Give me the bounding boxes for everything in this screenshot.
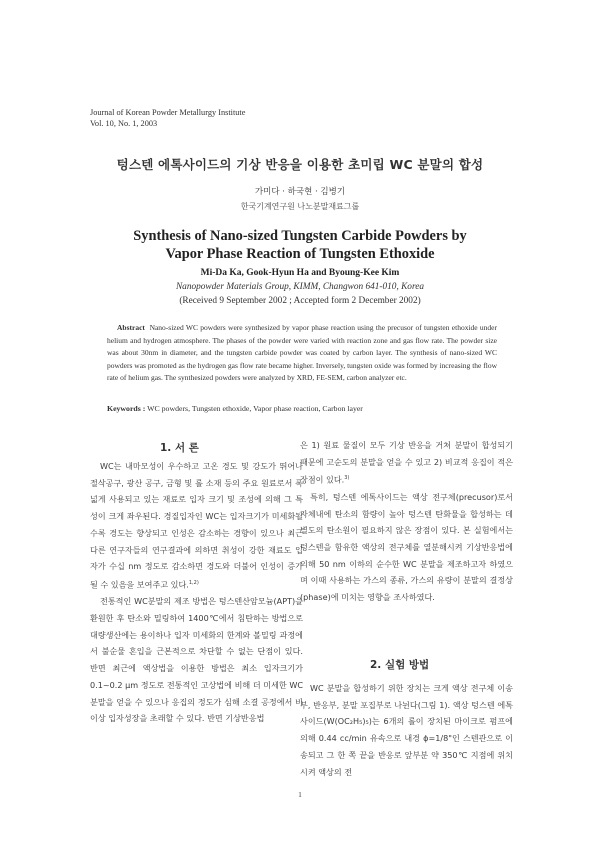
section1-heading: 1. 서 론 xyxy=(160,442,199,454)
abstract-text: Nano-sized WC powders were synthesized by vapor phase reaction using the precusor of tungsten ethoxide under helium and hydrogen atmosphere. The phases of the powder were varied with reaction zone and gas flow rate. The powder size was about 30nm in diameter, and the tungsten carbide powder was coated by carbon layer. The synthesis of nano-sized WC powders was promoted as the hydrogen gas flow rate became higher. Inversely, tungsten oxide was formed by increasing the flow rate of helium gas. The synthesized powders were analyzed by XRD, FE-SEM, carbon analyzer etc. xyxy=(107,323,497,383)
keywords xyxy=(107,404,507,413)
citation: 3) xyxy=(344,475,350,482)
journal-header xyxy=(90,107,245,129)
received-dates: (Received 9 September 2002 ; Accepted form 2 December 2002) xyxy=(179,296,421,306)
abstract-label: Abstract xyxy=(117,323,145,332)
korean-authors: 가미다 · 하국현 · 김병기 xyxy=(254,187,346,197)
english-authors: Mi-Da Ka, Gook-Hyun Ha and Byoung-Kee Kim xyxy=(200,268,400,278)
journal-name: Journal of Korean Powder Metallurgy Institute xyxy=(90,108,246,117)
intro-paragraph-1: WC는 내마모성이 우수하고 고온 경도 및 강도가 뛰어나 절삭공구, 광산 공구, 금형 및 롤 소재 등의 주요 원료로서 폭넓게 사용되고 있는 재료로 입자 크기 및 조성에 의해 그 특성이 크게 좌우된다. 경질입자인 WC는 입자크기가 미세화될수록 경도는 향상되고 인성은 감소하는 경향이 있으나 최근 다른 연구자들의 연구결과에 의하면 취성이 강한 재료도 입자가 수십 nm 정도로 감소하면 경도와 더불어 인성이 증가될 수 있음을 보여주고 있다.$^{1,2)}$ xyxy=(90,461,303,590)
english-affiliation: Nanopowder Materials Group, KIMM, Changwon 641-010, Korea xyxy=(175,282,424,292)
right-column xyxy=(300,437,513,606)
page-number: 1 xyxy=(298,790,302,799)
right-paragraph-2: 특히, 텅스텐 에톡사이드는 액상 전구체(precusor)로서 자체내에 탄소의 함량이 높아 텅스텐 탄화물을 합성하는 데 별도의 탄소원이 필요하지 않은 장점이 있다. 본 실험에서는 텅스텐을 함유한 액상의 전구체를 열분해시켜 기상반응법에 의해 50 nm 이하의 순수한 WC 분말을 제조하고자 하였으며 이때 사용하는 가스의 종류, 가스의 유량이 분말의 결정상(phase)에 미치는 영향을 조사하였다. xyxy=(300,491,513,603)
english-title-line2: Vapor Phase Reaction of Tungsten Ethoxide xyxy=(165,245,435,262)
keywords-label: Keywords : xyxy=(107,404,146,413)
journal-volume: Vol. 10, No. 1, 2003 xyxy=(90,119,158,128)
intro-paragraph-2: 전통적인 WC분말의 제조 방법은 텅스텐산암모늄(APT)을 환원한 후 탄소와 밀링하여 1400℃에서 침탄하는 방법으로 대량생산에는 용이하나 입자 미세화의 한계와 볼밀링 과정에서 불순물 혼입을 근본적으로 차단할 수 없는 단점이 있다. 반면 최근에 액상법을 이용한 방법은 최소 입자크기가 0.1~0.2 μm 정도로 전통적인 고상법에 비해 더 미세한 WC 분말을 얻을 수 있으나 응집의 정도가 심해 소결 공정에서 비이상 입자성장을 초래할 수 있다. 반면 기상반응법 xyxy=(90,596,303,724)
keywords-text: WC powders, Tungsten ethoxide, Vapor phase reaction, Carbon layer xyxy=(145,404,363,413)
korean-title: 텅스텐 에톡사이드의 기상 반응을 이용한 초미립 WC 분말의 합성 xyxy=(116,157,484,172)
citation: 1,2) xyxy=(188,579,199,586)
abstract xyxy=(107,322,497,385)
korean-affiliation: 한국기계연구원 나노분말재료그룹 xyxy=(240,202,360,211)
left-column xyxy=(90,458,303,727)
methods-paragraph-1: WC 분말을 합성하기 위한 장치는 크게 액상 전구체 이송부, 반응부, 분말 포집부로 나뉜다(그림 1). 액상 텅스텐 에톡사이드(W(OC₂H₅)₅)는 6개의 롤이 장치된 마이크로 펌프에 의해 0.44 cc/min 유속으로 내경 ϕ=1/8"인 스텐관으로 이송되고 그 한 쪽 끝을 반응로 앞부분 약 350℃ 지점에 위치시켜 액상의 전 xyxy=(300,683,513,777)
right-paragraph-1: 은 1) 원료 물질이 모두 기상 반응을 거쳐 분말이 합성되기 때문에 고순도의 분말을 얻을 수 있고 2) 비교적 응집이 적은 장점이 있다.$^{3)}$ xyxy=(300,440,513,486)
methods-column xyxy=(300,680,513,780)
english-title-line1: Synthesis of Nano-sized Tungsten Carbide Powders by xyxy=(133,228,467,244)
english-title xyxy=(0,228,600,263)
section2-heading: 2. 실험 방법 xyxy=(370,659,430,671)
